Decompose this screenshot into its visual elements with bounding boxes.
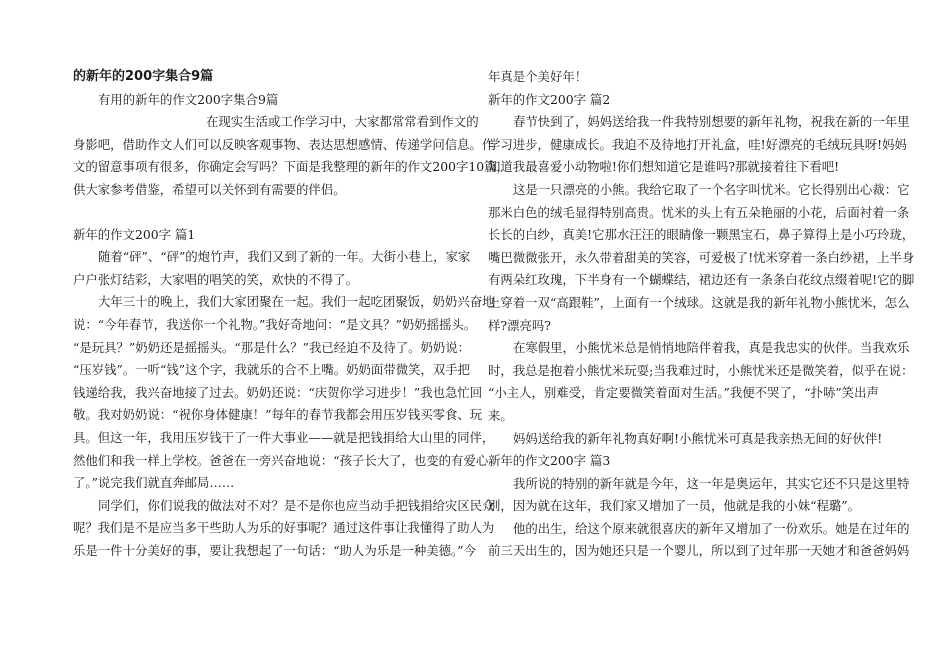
paragraph-line: 在寒假里，小熊忧米总是悄悄地陪伴着我，真是我忠实的伙伴。当我欢乐 (513, 340, 910, 356)
paragraph-line: 嘴巴微微张开，永久带着甜美的笑容，可爱极了!忧米穿着一条白纱裙，上半身 (488, 249, 915, 265)
paragraph-line: 学习进步，健康成长。我迫不及待地打开礼盒，哇!好漂亮的毛绒玩具呀!妈妈 (488, 136, 907, 152)
paragraph-line: 钱递给我，我兴奋地接了过去。奶奶还说：“庆贺你学习进步！”我也急忙回 (73, 384, 483, 400)
paragraph-line: 年真是个美好年！ (488, 69, 588, 84)
paragraph-line: 来。 (488, 407, 513, 423)
intro-line: 身影吧，借助作文人们可以反映客观事物、表达思想感情、传递学问信息。作 (73, 136, 495, 152)
paragraph-line: 样?漂亮吗? (488, 317, 551, 333)
intro-line: 在现实生活或工作学习中，大家都常常看到作文的 (206, 114, 479, 130)
paragraph-line: “压岁钱”。一听“钱”这个字，我就乐的合不上嘴。奶奶面带微笑，双手把 (73, 362, 471, 378)
paragraph-line: 呢？我们是不是应当多干些助人为乐的好事呢？通过这件事让我懂得了助人为 (73, 520, 495, 536)
intro-line: 供大家参考借鉴，希望可以关怀到有需要的伴侣。 (73, 181, 346, 197)
paragraph-line: 敬。我对奶奶说：“祝你身体健康！”每年的春节我都会用压岁钱买零食、玩 (73, 407, 483, 423)
paragraph-line: 我所说的特别的新年就是今年，这一年是奥运年，其实它还不只是这里特 (513, 475, 910, 491)
paragraph-line: 他的出生，给这个原来就很喜庆的新年又增加了一份欢乐。她是在过年的 (513, 520, 910, 536)
left-column (73, 66, 509, 562)
paragraph-line: “是玩具？”奶奶还是摇摇头。“那是什么？”我已经迫不及待了。奶奶说： (73, 339, 471, 355)
paragraph-line: 前三天出生的，因为她还只是一个婴儿，所以到了过年那一天她才和爸爸妈妈 (488, 543, 910, 559)
paragraph-line: 乐是一件十分美好的事，要让我想起了一句话：“助人为乐是一种美德。”今 (73, 542, 476, 558)
document-title: 的新年的200字集合9篇 (73, 69, 214, 84)
paragraph-line: 时，我总是抱着小熊忧米玩耍;当我难过时，小熊忧米还是微笑着，似乎在说： (488, 362, 914, 378)
paragraph-line: 那米白色的绒毛显得特别高贵。忧米的头上有五朵艳丽的小花，后面衬着一条 (488, 204, 910, 220)
intro-line: 文的留意事项有很多，你确定会写吗？下面是我整理的新年的作文200字10篇， (73, 159, 509, 175)
paragraph-line: 有两朵红玫瑰，下半身有一个蝴蝶结，裙边还有一条条白花纹点缀着呢!它的脚 (488, 272, 915, 288)
paragraph-line: 上穿着一双“高跟鞋”，上面有一个绒球。这就是我的新年礼物小熊忧米，怎么 (488, 294, 910, 310)
section-heading-pian2: 新年的作文200字 篇2 (488, 91, 611, 107)
paragraph-line: 别，因为就在这年，我们家又增加了一员，他就是我的小妹“程璐”。 (488, 498, 860, 514)
paragraph-line: 了。”说完我们就直奔邮局…… (73, 475, 235, 491)
section-heading-pian3: 新年的作文200字 篇3 (488, 453, 611, 469)
right-column (488, 66, 915, 563)
paragraph-line: 同学们，你们说我的做法对不对？是不是你也应当动手把钱捐给灾区民众 (98, 497, 495, 513)
paragraph-line: “小主人，别难受，肯定要微笑着面对生活。”我便不哭了，“扑哧”笑出声 (488, 385, 879, 401)
paragraph-line: 说：“今年春节，我送你一个礼物。”我好奇地问：“是文具？”奶奶摇摇头。 (73, 316, 477, 332)
section-heading-pian1: 新年的作文200字 篇1 (73, 226, 196, 242)
paragraph-line: 长长的白纱，真美!它那水汪汪的眼睛像一颗黑宝石，鼻子算得上是小巧玲珑， (488, 227, 915, 243)
paragraph-line: 然他们和我一样上学校。爸爸在一旁兴奋地说：“孩子长大了，也变的有爱心 (73, 452, 489, 468)
document-subtitle: 有用的新年的作文200字集合9篇 (98, 91, 279, 107)
paragraph-line: 户户张灯结彩，大家唱的唱笑的笑，欢快的不得了。 (73, 271, 358, 287)
paragraph-line: 春节快到了，妈妈送给我一件我特别想要的新年礼物，祝我在新的一年里 (513, 114, 910, 130)
paragraph-line: 具。但这一年，我用压岁钱干了一件大事业——就是把钱捐给大山里的同伴， (73, 429, 495, 445)
paragraph-line: 知道我最喜爱小动物啦!你们想知道它是谁吗?那就接着往下看吧! (488, 159, 840, 175)
paragraph-line: 妈妈送给我的新年礼物真好啊!小熊忧米可真是我亲热无间的好伙伴! (513, 430, 883, 446)
paragraph-line: 这是一只漂亮的小熊。我给它取了一个名字叫忧米。它长得别出心裁：它 (513, 181, 910, 197)
paragraph-line: 随着“砰”、“砰”的炮竹声，我们又到了新的一年。大街小巷上，家家 (98, 249, 471, 265)
paragraph-line: 大年三十的晚上，我们大家团聚在一起。我们一起吃团聚饭，奶奶兴奋地 (98, 294, 495, 310)
